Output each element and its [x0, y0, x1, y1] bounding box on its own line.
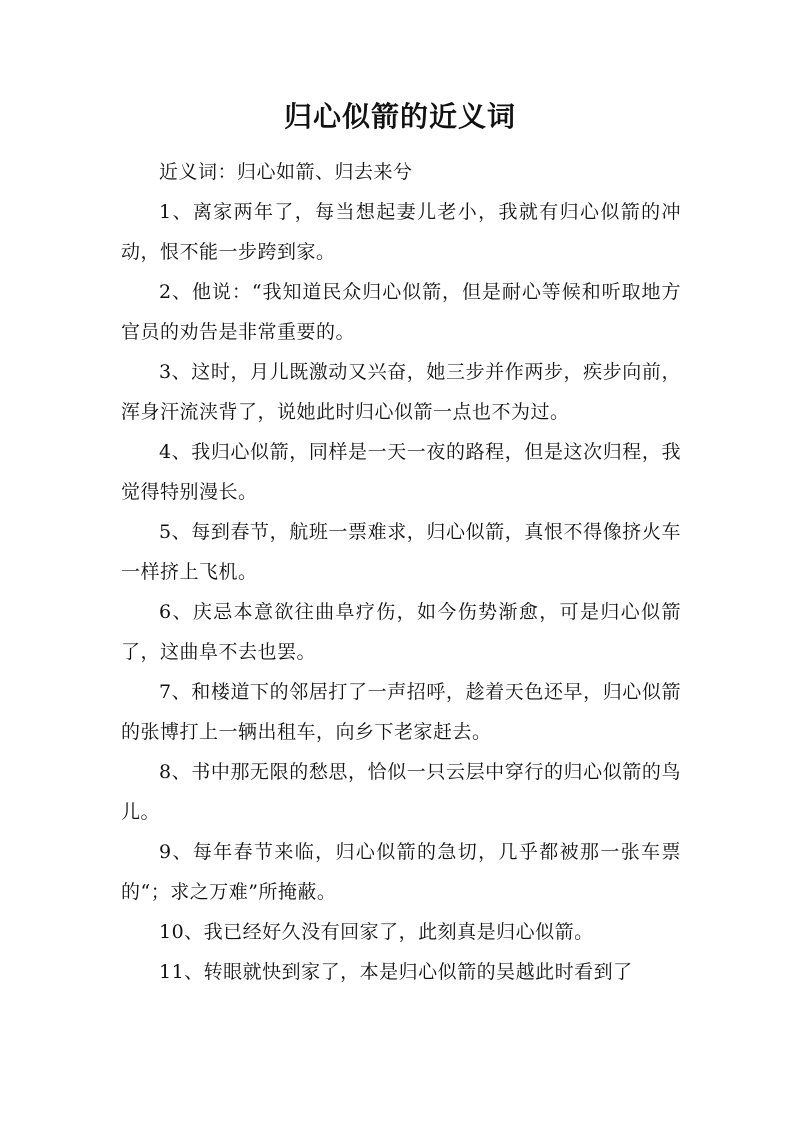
example-sentence-11: 11、转眼就快到家了，本是归心似箭的吴越此时看到了: [159, 961, 633, 983]
example-sentence-2: 2、他说：“我知道民众归心似箭，但是耐心等候和听取地方官员的劝告是非常重要的。: [121, 281, 681, 343]
example-sentence-6: 6、庆忌本意欲往曲阜疗伤，如今伤势渐愈，可是归心似箭了，这曲阜不去也罢。: [121, 601, 681, 663]
example-sentence-5: 5、每到春节，航班一票难求，归心似箭，真恨不得像挤火车一样挤上飞机。: [121, 521, 681, 583]
example-sentence-4: 4、我归心似箭，同样是一天一夜的路程，但是这次归程，我觉得特别漫长。: [121, 441, 681, 503]
example-sentence-8: 8、书中那无限的愁思，恰似一只云层中穿行的归心似箭的鸟儿。: [121, 761, 681, 823]
example-sentence-10: 10、我已经好久没有回家了，此刻真是归心似箭。: [159, 921, 594, 943]
example-sentence-7: 7、和楼道下的邻居打了一声招呼，趁着天色还早，归心似箭的张博打上一辆出租车，向乡下老家赶去。: [121, 681, 681, 743]
example-sentence-3: 3、这时，月儿既激动又兴奋，她三步并作两步，疾步向前，浑身汗流浃背了，说她此时归心似箭一点也不为过。: [121, 361, 681, 423]
example-sentence-1: 1、离家两年了，每当想起妻儿老小，我就有归心似箭的冲动，恨不能一步跨到家。: [121, 201, 681, 263]
synonyms-line: 近义词：归心如箭、归去来兮: [159, 161, 413, 183]
document-title: 归心似箭的近义词: [283, 100, 516, 133]
example-sentence-9: 9、每年春节来临，归心似箭的急切，几乎都被那一张车票的“；求之万难”所掩蔽。: [121, 841, 681, 903]
document-body: [121, 152, 681, 992]
